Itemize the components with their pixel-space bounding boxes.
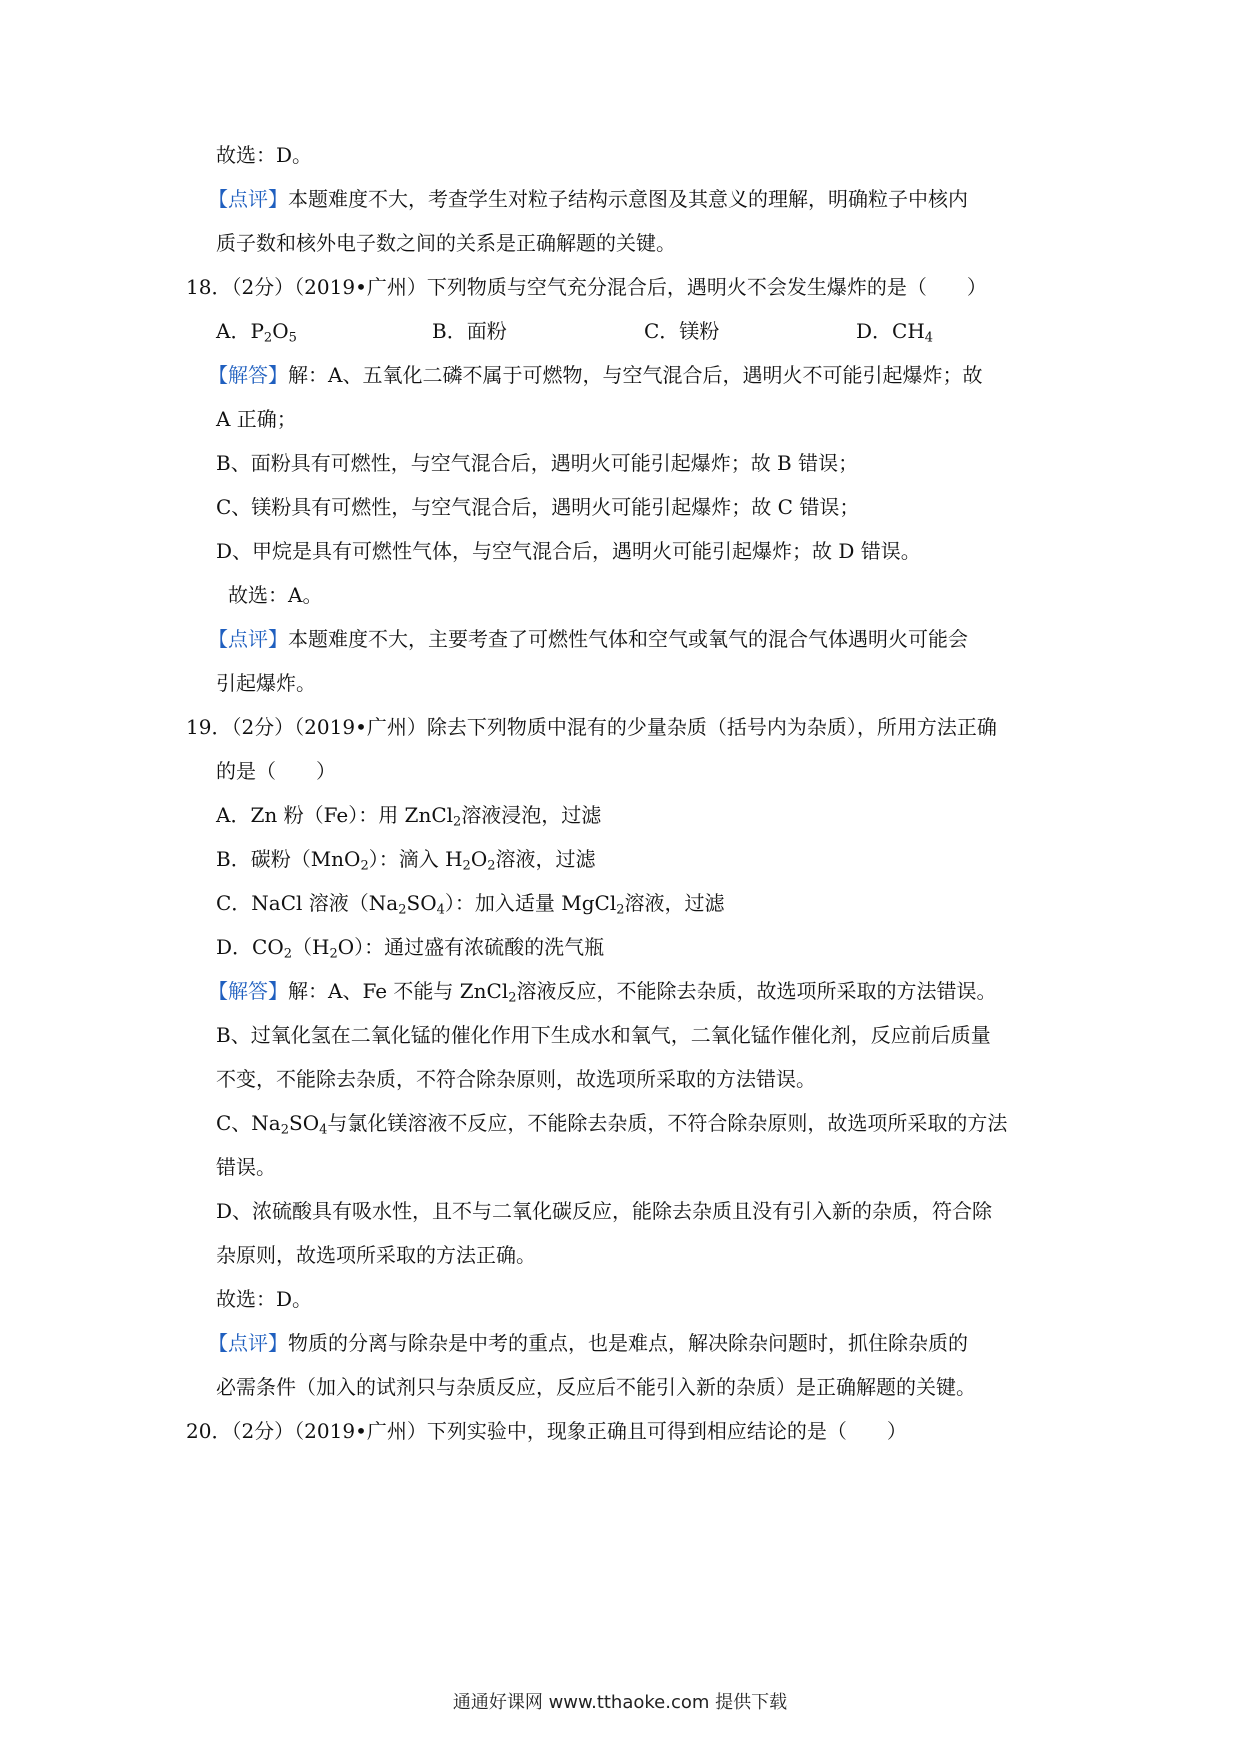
q18-stem: 18．（2分）（2019•广州）下列物质与空气充分混合后，遇明火不会发生爆炸的是（ ） xyxy=(186,275,987,299)
q18-solution-line-5: D、甲烷是具有可燃性气体，与空气混合后，遇明火可能引起爆炸；故 D 错误。 xyxy=(216,539,921,563)
q19-solution-line-3: 不变，不能除去杂质，不符合除杂原则，故选项所采取的方法错误。 xyxy=(216,1067,816,1091)
q18-review-text: 本题难度不大，主要考查了可燃性气体和空气或氧气的混合气体遇明火可能会 xyxy=(288,627,968,651)
q18-review-line-1 xyxy=(208,622,1060,656)
q18-option-b: B．面粉 xyxy=(432,319,507,343)
q19-option-d: D．$CO_2(H_2O)$：通过盛有浓硫酸的洗气瓶 xyxy=(216,935,605,962)
q19-option-a: A．Zn 粉（Fe）：用 ZnCl$_2$溶液浸泡，过滤 xyxy=(216,803,602,830)
q18-answer: 故选：A。 xyxy=(228,583,323,607)
review-tag: 【点评】 xyxy=(208,627,288,651)
q19-option-c: C．NaCl 溶液$(Na_2SO_4)$：加入适量 MgCl$_2$溶液，过滤 xyxy=(216,891,725,918)
q17-review-line-2: 质子数和核外电子数之间的关系是正确解题的关键。 xyxy=(216,231,676,255)
q19-review-text: 物质的分离与除杂是中考的重点，也是难点，解决除杂问题时，抓住除杂质的 xyxy=(288,1331,968,1355)
q17-answer: 故选：D。 xyxy=(216,143,313,167)
q18-solution-line-3: B、面粉具有可燃性，与空气混合后，遇明火可能引起爆炸；故 B 错误； xyxy=(216,451,859,475)
q18-solution-line-2: A 正确； xyxy=(216,407,297,431)
q19-answer: 故选：D。 xyxy=(216,1287,313,1311)
q18-option-d: D．$CH_4$ xyxy=(856,319,934,346)
review-tag: 【点评】 xyxy=(208,1331,288,1355)
q18-options xyxy=(216,314,1116,348)
q20-stem: 20．（2分）（2019•广州）下列实验中，现象正确且可得到相应结论的是（ ） xyxy=(186,1419,907,1443)
solution-tag: 【解答】 xyxy=(208,363,288,387)
q19-solution-line-5: 错误。 xyxy=(216,1155,276,1179)
q18-solution-text: 解：A、五氧化二磷不属于可燃物，与空气混合后，遇明火不可能引起爆炸；故 xyxy=(288,363,983,387)
page-footer: 通通好课网 www.tthaoke.com 提供下载 xyxy=(452,1692,788,1713)
q19-option-b: B．碳粉（MnO$_2$）：滴入 $H_2O_2$溶液，过滤 xyxy=(216,847,596,874)
q18-option-a: A．$P_2O_5$ xyxy=(216,319,297,346)
review-tag: 【点评】 xyxy=(208,187,288,211)
q18-review-line-2: 引起爆炸。 xyxy=(216,671,316,695)
q17-review-line-1 xyxy=(208,182,1060,216)
q19-stem-line-2: 的是（ ） xyxy=(216,759,336,783)
q19-review-line-1 xyxy=(208,1326,1060,1360)
q18-solution-line-1 xyxy=(208,358,1060,392)
solution-tag: 【解答】 xyxy=(208,979,288,1003)
q19-solution-line-1: 【解答】解：A、Fe 不能与 ZnCl$_2$溶液反应，不能除去杂质，故选项所采取的方法错误。 xyxy=(208,979,997,1006)
q19-solution-line-4: C、$Na_2SO_4$与氯化镁溶液不反应，不能除去杂质，不符合除杂原则，故选项所采取的方法 xyxy=(216,1111,1008,1138)
q19-solution-line-6: D、浓硫酸具有吸水性，且不与二氧化碳反应，能除去杂质且没有引入新的杂质，符合除 xyxy=(216,1199,993,1223)
q18-option-c: C．镁粉 xyxy=(644,319,720,343)
q19-solution-line-2: B、过氧化氢在二氧化锰的催化作用下生成水和氧气，二氧化锰作催化剂，反应前后质量 xyxy=(216,1023,991,1047)
q18-solution-line-4: C、镁粉具有可燃性，与空气混合后，遇明火可能引起爆炸；故 C 错误； xyxy=(216,495,860,519)
q19-review-line-2: 必需条件（加入的试剂只与杂质反应，反应后不能引入新的杂质）是正确解题的关键。 xyxy=(216,1375,976,1399)
q19-solution-line-7: 杂原则，故选项所采取的方法正确。 xyxy=(216,1243,536,1267)
q19-stem-line-1: 19．（2分）（2019•广州）除去下列物质中混有的少量杂质（括号内为杂质），所用方法正确 xyxy=(186,715,997,739)
q17-review-text: 本题难度不大，考查学生对粒子结构示意图及其意义的理解，明确粒子中核内 xyxy=(288,187,968,211)
